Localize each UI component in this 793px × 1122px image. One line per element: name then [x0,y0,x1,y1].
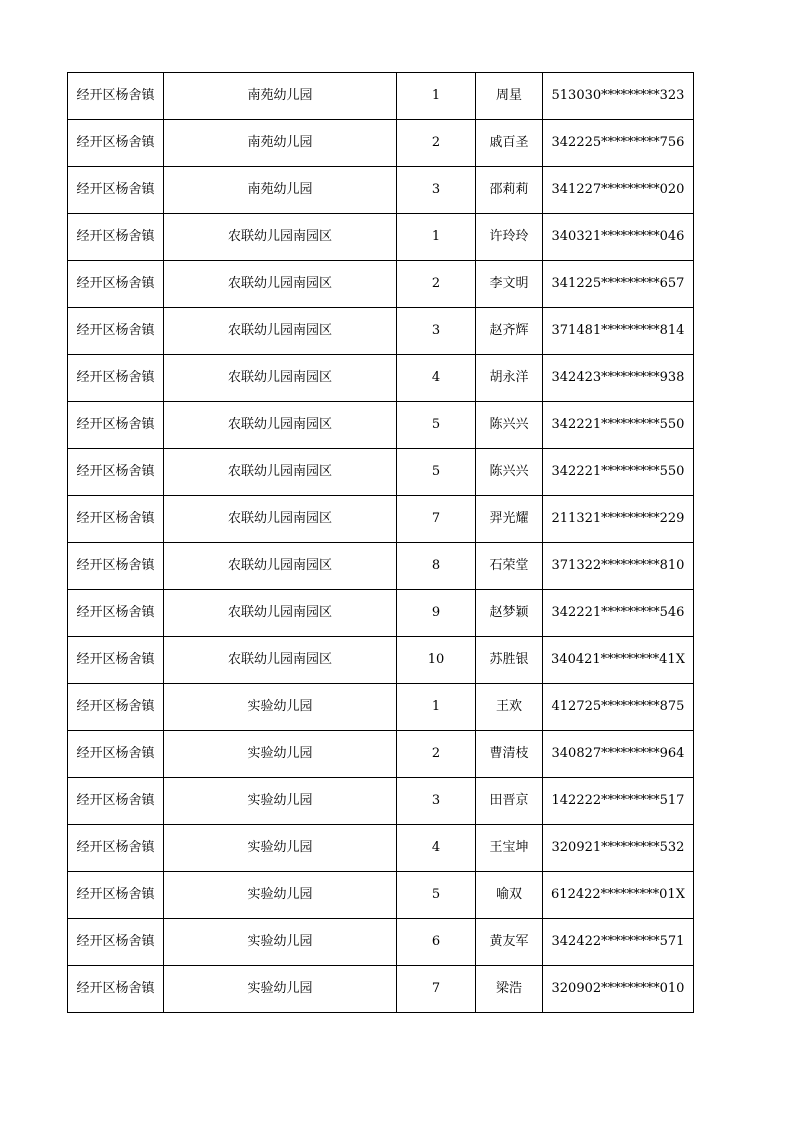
id-number-cell: 342422*********571 [543,919,694,966]
school-cell: 实验幼儿园 [164,872,397,919]
person-name-cell: 许玲玲 [476,214,543,261]
town-cell: 经开区杨舍镇 [68,449,164,496]
table-row [68,214,694,261]
table-row [68,120,694,167]
person-name-cell: 田晋京 [476,778,543,825]
id-number-cell: 341225*********657 [543,261,694,308]
number-cell: 7 [397,966,476,1013]
roster-table [67,72,694,1013]
table-row [68,731,694,778]
table-row [68,308,694,355]
number-cell: 10 [397,637,476,684]
town-cell: 经开区杨舍镇 [68,261,164,308]
number-cell: 1 [397,214,476,261]
number-cell: 2 [397,731,476,778]
id-number-cell: 320921*********532 [543,825,694,872]
person-name-cell: 戚百圣 [476,120,543,167]
person-name-cell: 羿光耀 [476,496,543,543]
number-cell: 5 [397,402,476,449]
table-row [68,449,694,496]
school-cell: 农联幼儿园南园区 [164,543,397,590]
school-cell: 农联幼儿园南园区 [164,261,397,308]
person-name-cell: 梁浩 [476,966,543,1013]
table-row [68,402,694,449]
school-cell: 南苑幼儿园 [164,167,397,214]
number-cell: 3 [397,308,476,355]
id-number-cell: 340421*********41X [543,637,694,684]
school-cell: 实验幼儿园 [164,919,397,966]
table-row [68,825,694,872]
number-cell: 1 [397,73,476,120]
id-number-cell: 342221*********550 [543,402,694,449]
person-name-cell: 王宝坤 [476,825,543,872]
town-cell: 经开区杨舍镇 [68,684,164,731]
number-cell: 5 [397,872,476,919]
person-name-cell: 石荣堂 [476,543,543,590]
school-cell: 农联幼儿园南园区 [164,637,397,684]
school-cell: 农联幼儿园南园区 [164,355,397,402]
id-number-cell: 340827*********964 [543,731,694,778]
number-cell: 5 [397,449,476,496]
person-name-cell: 李文明 [476,261,543,308]
id-number-cell: 341227*********020 [543,167,694,214]
person-name-cell: 陈兴兴 [476,449,543,496]
school-cell: 农联幼儿园南园区 [164,402,397,449]
table-row [68,919,694,966]
table-row [68,73,694,120]
table-row [68,872,694,919]
number-cell: 7 [397,496,476,543]
person-name-cell: 胡永洋 [476,355,543,402]
school-cell: 实验幼儿园 [164,731,397,778]
number-cell: 3 [397,778,476,825]
person-name-cell: 周星 [476,73,543,120]
person-name-cell: 喻双 [476,872,543,919]
id-number-cell: 340321*********046 [543,214,694,261]
town-cell: 经开区杨舍镇 [68,214,164,261]
school-cell: 南苑幼儿园 [164,120,397,167]
id-number-cell: 142222*********517 [543,778,694,825]
id-number-cell: 342221*********550 [543,449,694,496]
id-number-cell: 612422*********01X [543,872,694,919]
town-cell: 经开区杨舍镇 [68,496,164,543]
town-cell: 经开区杨舍镇 [68,590,164,637]
school-cell: 实验幼儿园 [164,684,397,731]
town-cell: 经开区杨舍镇 [68,966,164,1013]
town-cell: 经开区杨舍镇 [68,919,164,966]
table-row [68,778,694,825]
id-number-cell: 371322*********810 [543,543,694,590]
roster-body [68,73,694,1013]
town-cell: 经开区杨舍镇 [68,778,164,825]
town-cell: 经开区杨舍镇 [68,825,164,872]
town-cell: 经开区杨舍镇 [68,167,164,214]
school-cell: 实验幼儿园 [164,966,397,1013]
town-cell: 经开区杨舍镇 [68,731,164,778]
table-row [68,637,694,684]
school-cell: 农联幼儿园南园区 [164,590,397,637]
town-cell: 经开区杨舍镇 [68,73,164,120]
person-name-cell: 赵梦颖 [476,590,543,637]
town-cell: 经开区杨舍镇 [68,355,164,402]
number-cell: 9 [397,590,476,637]
person-name-cell: 黄友军 [476,919,543,966]
town-cell: 经开区杨舍镇 [68,402,164,449]
school-cell: 农联幼儿园南园区 [164,449,397,496]
table-row [68,684,694,731]
table-row [68,167,694,214]
school-cell: 农联幼儿园南园区 [164,214,397,261]
number-cell: 2 [397,261,476,308]
person-name-cell: 赵齐辉 [476,308,543,355]
id-number-cell: 371481*********814 [543,308,694,355]
number-cell: 6 [397,919,476,966]
table-row [68,496,694,543]
town-cell: 经开区杨舍镇 [68,872,164,919]
id-number-cell: 342221*********546 [543,590,694,637]
number-cell: 4 [397,355,476,402]
id-number-cell: 342225*********756 [543,120,694,167]
id-number-cell: 412725*********875 [543,684,694,731]
table-row [68,590,694,637]
town-cell: 经开区杨舍镇 [68,637,164,684]
town-cell: 经开区杨舍镇 [68,543,164,590]
table-row [68,261,694,308]
person-name-cell: 苏胜银 [476,637,543,684]
person-name-cell: 王欢 [476,684,543,731]
school-cell: 农联幼儿园南园区 [164,496,397,543]
id-number-cell: 211321*********229 [543,496,694,543]
person-name-cell: 陈兴兴 [476,402,543,449]
table-row [68,543,694,590]
school-cell: 农联幼儿园南园区 [164,308,397,355]
school-cell: 南苑幼儿园 [164,73,397,120]
school-cell: 实验幼儿园 [164,825,397,872]
town-cell: 经开区杨舍镇 [68,120,164,167]
number-cell: 4 [397,825,476,872]
town-cell: 经开区杨舍镇 [68,308,164,355]
number-cell: 2 [397,120,476,167]
id-number-cell: 342423*********938 [543,355,694,402]
id-number-cell: 513030*********323 [543,73,694,120]
number-cell: 1 [397,684,476,731]
person-name-cell: 邵莉莉 [476,167,543,214]
number-cell: 3 [397,167,476,214]
id-number-cell: 320902*********010 [543,966,694,1013]
person-name-cell: 曹清枝 [476,731,543,778]
school-cell: 实验幼儿园 [164,778,397,825]
number-cell: 8 [397,543,476,590]
table-row [68,966,694,1013]
table-row [68,355,694,402]
